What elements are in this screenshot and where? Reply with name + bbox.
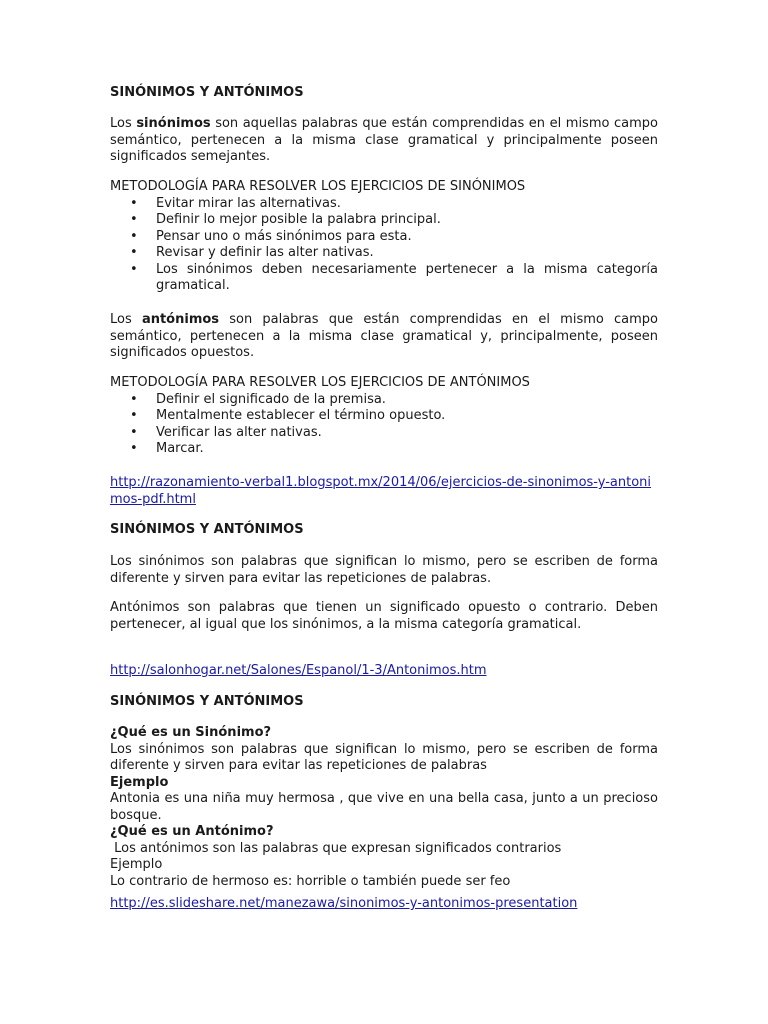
question-antonym: ¿Qué es un Antónimo?: [110, 824, 274, 839]
source-link-3[interactable]: http://es.slideshare.net/manezawa/sinonimos-y-antonimos-presentation: [110, 896, 578, 911]
section3-title: SINÓNIMOS Y ANTÓNIMOS: [110, 694, 304, 709]
example-antonym: Lo contrario de hermoso es: horrible o también puede ser feo: [110, 873, 511, 889]
synonyms-method: [110, 179, 658, 295]
synonyms-definition: [110, 116, 658, 166]
section1-title: SINÓNIMOS Y ANTÓNIMOS: [110, 85, 304, 100]
list-item: • Revisar y definir las alter nativas.: [110, 245, 658, 262]
section2-paragraph-1: Los sinónimos son palabras que significan lo mismo, pero se escriben de forma diferente y sirven para evitar las repeticiones de palabras.: [110, 554, 658, 586]
syn-def-post: son aquellas palabras que están comprendidas en el mismo campo semántico, pertenecen a la misma clase gramatical y principalmente poseen significados semejantes.: [110, 116, 658, 164]
list-item: • Definir lo mejor posible la palabra principal.: [110, 212, 658, 229]
antonyms-method: [110, 375, 658, 458]
ant-def-post: son palabras que están comprendidas en el mismo campo semántico, pertenecen a la misma clase gramatical y, principalmente, poseen significados opuestos.: [110, 312, 659, 360]
source-link-1[interactable]: http://razonamiento-verbal1.blogspot.mx/2014/06/ejercicios-de-sinonimos-y-antonimos-pdf.html: [110, 475, 652, 507]
ant-method-title: METODOLOGÍA PARA RESOLVER LOS EJERCICIOS DE ANTÓNIMOS: [110, 375, 530, 390]
list-item: • Definir el significado de la premisa.: [110, 392, 658, 409]
list-item: • Verificar las alter nativas.: [110, 425, 658, 442]
syn-def-bold: sinónimos: [136, 116, 211, 131]
list-item: • Pensar uno o más sinónimos para esta.: [110, 229, 658, 246]
syn-def-pre: Los: [110, 116, 137, 131]
example-synonym: Antonia es una niña muy hermosa , que vive en una bella casa, junto a un precioso bosque.: [110, 791, 658, 823]
source-link-1-wrap: [110, 475, 658, 508]
source-link-2-wrap: [110, 663, 658, 680]
question-synonym: ¿Qué es un Sinónimo?: [110, 725, 272, 740]
list-item: • Marcar.: [110, 441, 658, 458]
example-label-2: Ejemplo: [110, 857, 163, 872]
ant-def-bold: antónimos: [141, 312, 220, 327]
section2-paragraph-2: Antónimos son palabras que tienen un significado opuesto o contrario. Deben pertenecer, al igual que los sinónimos, a la misma categoría gramatical.: [110, 600, 658, 632]
list-item: • Mentalmente establecer el término opuesto.: [110, 408, 658, 425]
ant-steps-list: [110, 392, 658, 458]
syn-steps-list: [110, 196, 658, 295]
section3-body: [110, 725, 658, 890]
source-link-2[interactable]: http://salonhogar.net/Salones/Espanol/1-3/Antonimos.htm: [110, 663, 487, 678]
list-item: • Evitar mirar las alternativas.: [110, 196, 658, 213]
antonyms-definition: [110, 312, 658, 362]
answer-antonym: Los antónimos son las palabras que expresan significados contrarios: [110, 840, 562, 856]
example-label-1: Ejemplo: [110, 774, 169, 790]
ant-def-pre: Los: [110, 312, 142, 327]
section2-title: SINÓNIMOS Y ANTÓNIMOS: [110, 522, 304, 537]
answer-synonym: Los sinónimos son palabras que significan lo mismo, pero se escriben de forma diferente y sirven para evitar las repeticiones de palabras: [110, 741, 658, 773]
list-item: • Los sinónimos deben necesariamente pertenecer a la misma categoría gramatical.: [110, 262, 658, 295]
syn-method-title: METODOLOGÍA PARA RESOLVER LOS EJERCICIOS DE SINÓNIMOS: [110, 179, 526, 194]
source-link-3-wrap: [110, 896, 658, 913]
